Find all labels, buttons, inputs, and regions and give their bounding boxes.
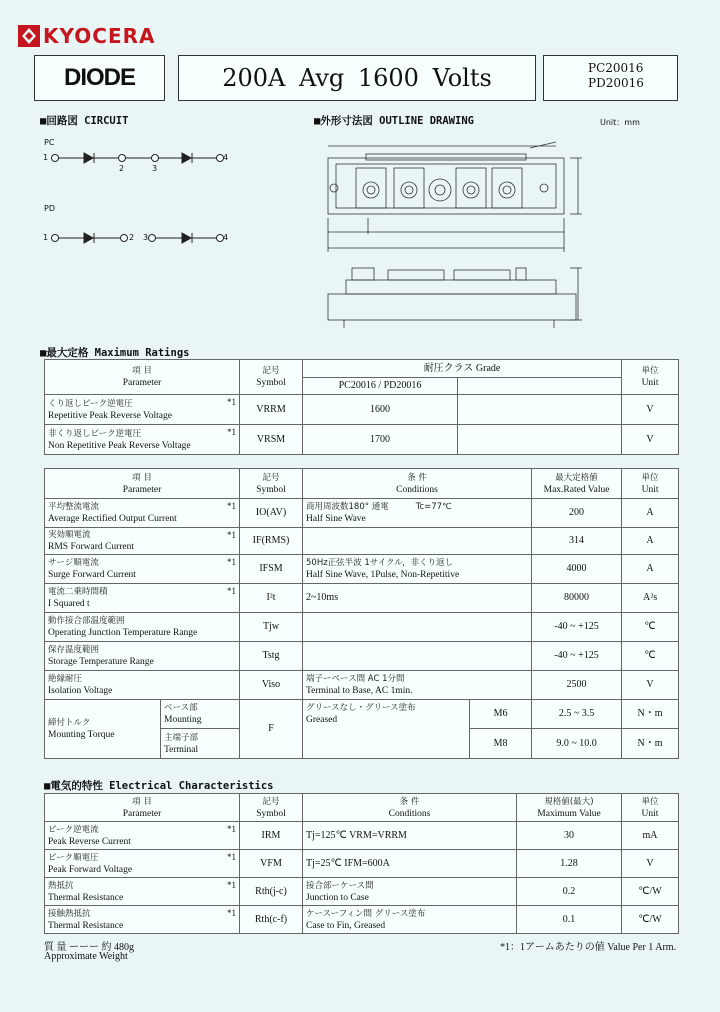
brand-name: KYOCERA bbox=[43, 24, 156, 48]
t2-h-unit: 単位 Unit bbox=[622, 469, 679, 499]
table-row bbox=[45, 528, 679, 555]
t2-param: 実効順電流 RMS Forward Current *1 bbox=[45, 528, 240, 555]
pd-terminal-2: 2 bbox=[129, 233, 135, 242]
t2-torque-mounting: ベース部 Mounting bbox=[161, 700, 240, 729]
t1-value: 1600 bbox=[303, 395, 458, 425]
table-row bbox=[45, 878, 679, 906]
part-numbers bbox=[543, 55, 678, 101]
t2-unit: ℃ bbox=[622, 642, 679, 671]
t3-param: ピーク順電圧 Peak Forward Voltage *1 bbox=[45, 850, 240, 878]
t2-h-item: 項 目 Parameter bbox=[45, 469, 240, 499]
t2-cond: 商用周波数180° 通電 Tc=77℃ Half Sine Wave bbox=[303, 499, 532, 528]
table-row bbox=[45, 584, 679, 613]
max-ratings-heading: ■最大定格 Maximum Ratings bbox=[40, 347, 190, 359]
table-row bbox=[45, 642, 679, 671]
t1-symbol: VRRM bbox=[240, 395, 303, 425]
t3-unit: ℃/W bbox=[622, 906, 679, 934]
t2-cond bbox=[303, 528, 532, 555]
table-row bbox=[45, 395, 679, 425]
t2-h-cond: 条 件 Conditions bbox=[303, 469, 532, 499]
t3-value: 0.1 bbox=[517, 906, 622, 934]
table-row bbox=[45, 822, 679, 850]
circuit-diagram bbox=[40, 132, 240, 250]
pd-terminal-3: 3 bbox=[143, 233, 149, 242]
t3-h-cond: 条 件 Conditions bbox=[303, 794, 517, 822]
t2-torque-unit1: N・m bbox=[622, 700, 679, 729]
electrical-heading: ■電気的特性 Electrical Characteristics bbox=[44, 780, 274, 792]
pc-terminal-1: 1 bbox=[43, 153, 49, 162]
t3-symbol: Rth(j-c) bbox=[240, 878, 303, 906]
t3-symbol: VFM bbox=[240, 850, 303, 878]
t2-value: -40 ~ +125 bbox=[532, 642, 622, 671]
part-number-2: PD20016 bbox=[588, 76, 644, 90]
t1-h-grade-sub: PC20016 / PD20016 bbox=[303, 378, 458, 395]
t2-param: 絶縁耐圧 Isolation Voltage bbox=[45, 671, 240, 700]
pc-terminal-4: 4 bbox=[223, 153, 229, 162]
t2-torque-v2: 9.0 ~ 10.0 bbox=[532, 729, 622, 759]
t1-param: くり返しピーク逆電圧 Repetitive Peak Reverse Voltage *1 bbox=[45, 395, 240, 425]
kyocera-mark-icon bbox=[18, 25, 40, 47]
footnote: *1：1アームあたりの値 Value Per 1 Arm. bbox=[500, 942, 677, 953]
t1-empty bbox=[458, 395, 622, 425]
t2-param: 動作接合部温度範囲 Operating Junction Temperature Range bbox=[45, 613, 240, 642]
t3-param: ピーク逆電流 Peak Reverse Current *1 bbox=[45, 822, 240, 850]
rating-title: 200A Avg 1600 Volts bbox=[178, 55, 536, 101]
t3-h-item: 項 目 Parameter bbox=[45, 794, 240, 822]
t3-value: 0.2 bbox=[517, 878, 622, 906]
t2-unit: A bbox=[622, 499, 679, 528]
t2-cond: 50Hz正弦半波 1サイクル，非くり返し Half Sine Wave, 1Pulse, Non-Repetitive bbox=[303, 555, 532, 584]
t2-param: サージ順電流 Surge Forward Current *1 bbox=[45, 555, 240, 584]
t2-torque-v1: 2.5 ~ 3.5 bbox=[532, 700, 622, 729]
brand-logo bbox=[18, 24, 156, 48]
t2-value: 2500 bbox=[532, 671, 622, 700]
part-number-1: PC20016 bbox=[588, 61, 644, 75]
t3-value: 1.28 bbox=[517, 850, 622, 878]
t3-cond: Tj=125℃ VRM=VRRM bbox=[303, 822, 517, 850]
t3-symbol: IRM bbox=[240, 822, 303, 850]
t3-h-unit: 単位 Unit bbox=[622, 794, 679, 822]
t1-param: 非くり返しピーク逆電圧 Non Repetitive Peak Reverse Voltage *1 bbox=[45, 425, 240, 455]
circuit-heading: ■回路図 CIRCUIT bbox=[40, 115, 129, 127]
t2-torque-unit2: N・m bbox=[622, 729, 679, 759]
table-row bbox=[45, 613, 679, 642]
t1-empty bbox=[458, 425, 622, 455]
t2-unit: ℃ bbox=[622, 613, 679, 642]
t2-param: 保存温度範囲 Storage Temperature Range bbox=[45, 642, 240, 671]
t2-cond: 端子ーベース間 AC 1分間 Terminal to Base, AC 1min. bbox=[303, 671, 532, 700]
t1-unit: V bbox=[622, 425, 679, 455]
table-row bbox=[45, 499, 679, 528]
t2-value: 4000 bbox=[532, 555, 622, 584]
t1-h-symbol: 記号 Symbol bbox=[240, 360, 303, 395]
t2-torque-symbol: F bbox=[240, 700, 303, 759]
t3-param: 接触熱抵抗 Thermal Resistance *1 bbox=[45, 906, 240, 934]
t2-torque-param: 締付トルク Mounting Torque bbox=[45, 700, 161, 759]
t3-param: 熱抵抗 Thermal Resistance *1 bbox=[45, 878, 240, 906]
t2-symbol: IFSM bbox=[240, 555, 303, 584]
t3-unit: ℃/W bbox=[622, 878, 679, 906]
t3-h-value: 規格値(最大) Maximum Value bbox=[517, 794, 622, 822]
t2-torque-terminal: 主端子部 Terminal bbox=[161, 729, 240, 759]
t2-unit: A bbox=[622, 528, 679, 555]
weight-en: Approximate Weight bbox=[44, 951, 128, 962]
outline-drawing bbox=[316, 128, 606, 334]
t2-symbol: Tstg bbox=[240, 642, 303, 671]
t2-symbol: I²t bbox=[240, 584, 303, 613]
t2-cond bbox=[303, 642, 532, 671]
t2-symbol: IO(AV) bbox=[240, 499, 303, 528]
t3-unit: mA bbox=[622, 822, 679, 850]
t3-cond: Tj=25℃ IFM=600A bbox=[303, 850, 517, 878]
t1-h-unit: 単位 Unit bbox=[622, 360, 679, 395]
outline-heading: ■外形寸法図 OUTLINE DRAWING bbox=[314, 115, 474, 127]
weight-jp: 質 量 ーーー 約 480g bbox=[44, 942, 134, 953]
t2-torque-cond: グリースなし・グリース塗布 Greased bbox=[303, 700, 470, 759]
voltage-ratings-table bbox=[44, 359, 679, 455]
pd-terminal-1: 1 bbox=[43, 233, 49, 242]
t1-h-item: 項 目 Parameter bbox=[45, 360, 240, 395]
t2-h-value: 最大定格値 Max.Rated Value bbox=[532, 469, 622, 499]
table-row bbox=[45, 906, 679, 934]
table-row bbox=[45, 700, 679, 729]
t2-unit: V bbox=[622, 671, 679, 700]
unit-note: Unit：mm bbox=[600, 118, 640, 127]
t2-value: 80000 bbox=[532, 584, 622, 613]
t2-unit: A²s bbox=[622, 584, 679, 613]
t2-param: 電流二乗時間積 I Squared t *1 bbox=[45, 584, 240, 613]
t2-symbol: Viso bbox=[240, 671, 303, 700]
t2-value: 314 bbox=[532, 528, 622, 555]
t3-h-symbol: 記号 Symbol bbox=[240, 794, 303, 822]
t2-torque-m1: M6 bbox=[470, 700, 532, 729]
device-type: DIODE bbox=[34, 55, 165, 101]
max-ratings-table bbox=[44, 468, 679, 759]
t3-symbol: Rth(c-f) bbox=[240, 906, 303, 934]
t1-value: 1700 bbox=[303, 425, 458, 455]
pd-label: PD bbox=[44, 204, 55, 213]
t1-symbol: VRSM bbox=[240, 425, 303, 455]
t3-unit: V bbox=[622, 850, 679, 878]
pc-terminal-2: 2 bbox=[119, 164, 125, 173]
table-row bbox=[45, 671, 679, 700]
t1-h-grade: 耐圧クラス Grade bbox=[303, 360, 622, 378]
t2-h-symbol: 記号 Symbol bbox=[240, 469, 303, 499]
t2-torque-m2: M8 bbox=[470, 729, 532, 759]
t2-unit: A bbox=[622, 555, 679, 584]
t2-cond: 2~10ms bbox=[303, 584, 532, 613]
t2-symbol: IF(RMS) bbox=[240, 528, 303, 555]
t2-cond bbox=[303, 613, 532, 642]
t2-value: 200 bbox=[532, 499, 622, 528]
t3-cond: ケースーフィン間 グリース塗布 Case to Fin, Greased bbox=[303, 906, 517, 934]
pc-label: PC bbox=[44, 138, 55, 147]
t2-symbol: Tjw bbox=[240, 613, 303, 642]
pc-terminal-3: 3 bbox=[152, 164, 158, 173]
table-row bbox=[45, 555, 679, 584]
t2-value: -40 ~ +125 bbox=[532, 613, 622, 642]
t3-cond: 接合部ーケース間 Junction to Case bbox=[303, 878, 517, 906]
electrical-table bbox=[44, 793, 679, 934]
t1-unit: V bbox=[622, 395, 679, 425]
table-row bbox=[45, 425, 679, 455]
table-row bbox=[45, 850, 679, 878]
t3-value: 30 bbox=[517, 822, 622, 850]
pd-terminal-4: 4 bbox=[223, 233, 229, 242]
t1-h-grade-empty bbox=[458, 378, 622, 395]
t2-param: 平均整流電流 Average Rectified Output Current *1 bbox=[45, 499, 240, 528]
